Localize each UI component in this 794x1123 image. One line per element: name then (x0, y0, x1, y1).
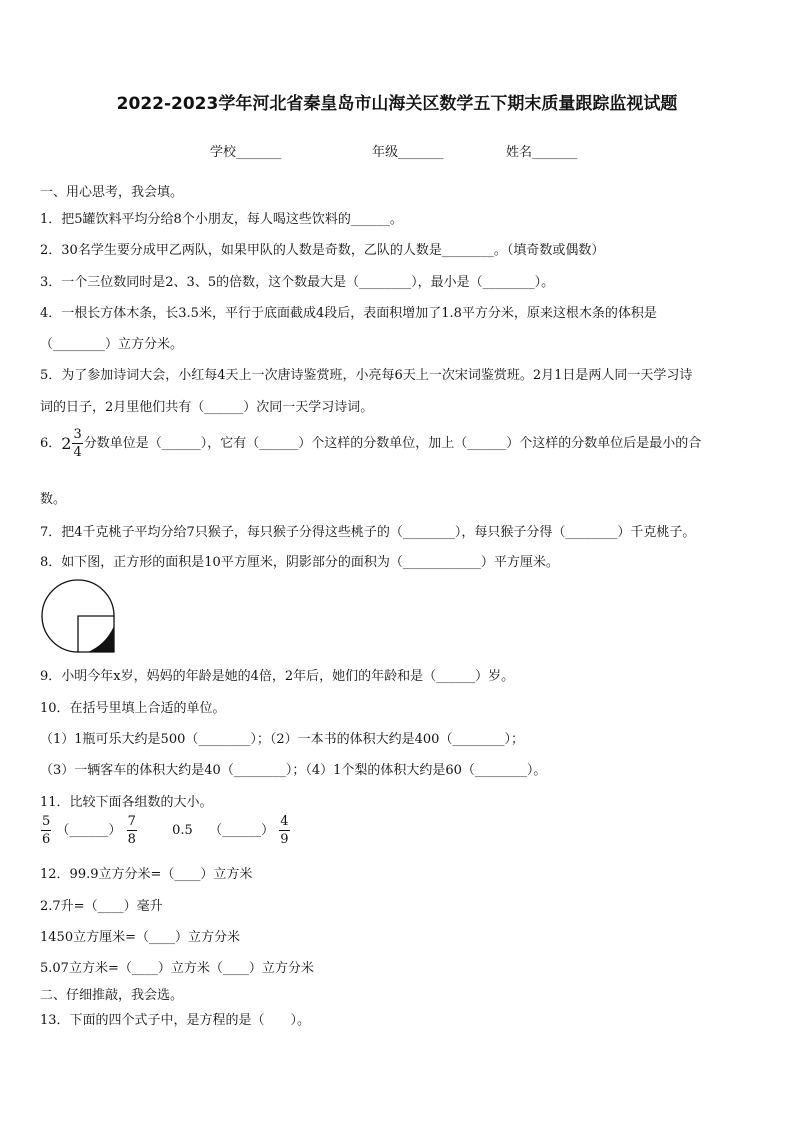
fraction-denominator: 4 (73, 445, 82, 460)
question-6-text: 分数单位是（______），它有（______）个这样的分数单位，加上（______）个这样的分数单位后是最小的合 (83, 436, 702, 451)
question-12-part-1: 12．99.9立方分米=（____）立方米 (40, 867, 253, 882)
question-7: 7．把4千克桃子平均分给7只猴子，每只猴子分得这些桃子的（________），每只猴子分得（________）千克桃子。 (40, 525, 696, 540)
comparison-blank-1: （______） (56, 823, 122, 838)
mixed-number-fraction (72, 428, 82, 459)
question-5-line-1: 5．为了参加诗词大会，小红每4天上一次唐诗鉴赏班，小亮每6天上一次宋词鉴赏班。2月1日是两人同一天学习诗 (40, 368, 693, 383)
grade-field: 年级_______ (372, 145, 444, 160)
question-10-part-a: （1）1瓶可乐大约是500（________）；（2）一本书的体积大约是400（________）； (40, 732, 524, 747)
question-12-part-2: 2.7升=（____）毫升 (40, 899, 163, 914)
school-field: 学校_______ (210, 145, 282, 160)
question-6 (40, 428, 701, 459)
question-4-line-1: 4．一根长方体木条，长3.5米，平行于底面截成4段后，表面积增加了1.8平方分米，原来这根木条的体积是 (40, 306, 657, 321)
fraction-numerator: 7 (127, 814, 136, 829)
question-11: 11．比较下面各组数的大小。 (40, 795, 213, 810)
question-2: 2．30名学生要分成甲乙两队，如果甲队的人数是奇数，乙队的人数是________。（填奇数或偶数） (40, 243, 605, 258)
section-2-heading: 二、仔细推敲，我会选。 (40, 988, 184, 1003)
decimal-value: 0.5 (172, 823, 193, 838)
question-6-continuation: 数。 (40, 492, 67, 507)
question-10-part-b: （3）一辆客车的体积大约是40（________）；（4）1个梨的体积大约是60（________）。 (40, 763, 547, 778)
question-1: 1．把5罐饮料平均分给8个小朋友，每人喝这些饮料的______。 (40, 212, 403, 227)
fraction-4-9 (279, 815, 289, 846)
section-1-heading: 一、用心思考，我会填。 (40, 185, 184, 200)
question-6-number: 6． (40, 436, 62, 451)
fraction-7-8 (127, 815, 137, 846)
question-12-part-4: 5.07立方米=（____）立方米（____）立方分米 (40, 961, 314, 976)
question-4-line-2: （________）立方分米。 (40, 337, 184, 352)
question-12-part-3: 1450立方厘米=（____）立方分米 (40, 930, 240, 945)
mixed-number-whole: 2 (61, 434, 72, 453)
fraction-denominator: 9 (280, 832, 289, 847)
fraction-numerator: 4 (280, 814, 289, 829)
question-9: 9．小明今年x岁，妈妈的年龄是她的4倍，2年后，她们的年龄和是（______）岁。 (40, 669, 515, 684)
square-quarter-circle-figure (40, 578, 120, 654)
name-field: 姓名_______ (506, 145, 578, 160)
fraction-denominator: 8 (127, 832, 136, 847)
question-10: 10．在括号里填上合适的单位。 (40, 701, 226, 716)
page-title: 2022-2023学年河北省秦皇岛市山海关区数学五下期末质量跟踪监视试题 (116, 94, 678, 114)
fraction-denominator: 6 (42, 832, 51, 847)
question-5-line-2: 词的日子，2月里他们共有（______）次同一天学习诗词。 (40, 400, 374, 415)
fraction-5-6 (41, 815, 51, 846)
fraction-numerator: 3 (73, 427, 82, 442)
question-11-comparisons (40, 815, 291, 846)
question-3: 3．一个三位数同时是2、3、5的倍数，这个数最大是（________），最小是（________）。 (40, 275, 555, 290)
question-8: 8．如下图，正方形的面积是10平方厘米，阴影部分的面积为（____________）平方厘米。 (40, 555, 559, 570)
question-13: 13．下面的四个式子中，是方程的是（ ）。 (40, 1013, 311, 1028)
fraction-numerator: 5 (42, 814, 51, 829)
comparison-blank-2: （______） (209, 823, 275, 838)
